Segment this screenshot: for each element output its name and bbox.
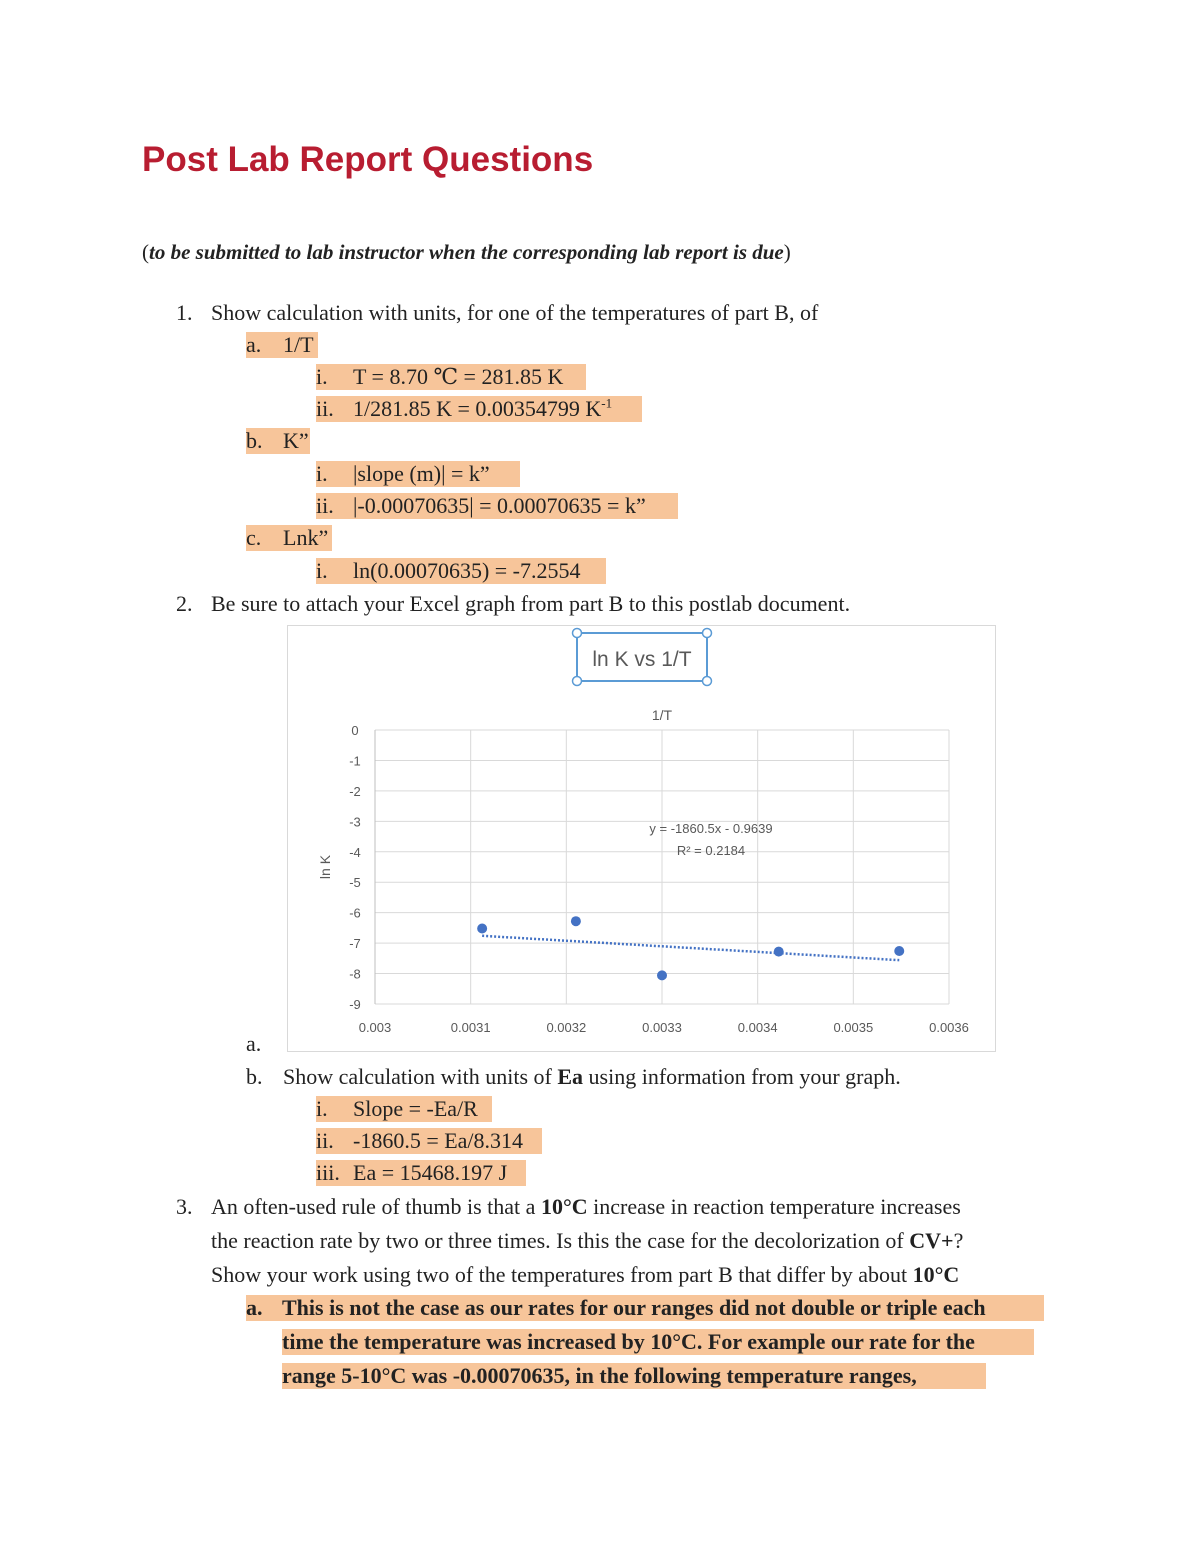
data-point	[571, 916, 581, 926]
question-3-line-2: the reaction rate by two or three times. Is this the case for the decolorization of CV+?	[211, 1228, 964, 1253]
selection-handle-icon	[573, 629, 582, 638]
q1-c-i-item: i. ln(0.00070635) = -7.2554	[316, 558, 606, 584]
chart-title: ln K vs 1/T	[592, 648, 692, 671]
q1-b-ii-item: ii. |-0.00070635| = 0.00070635 = k”	[316, 493, 678, 519]
question-3-line-3: Show your work using two of the temperatures from part B that differ by about 10°C	[211, 1262, 960, 1287]
x-axis-title: 1/T	[651, 707, 673, 723]
chart-frame[interactable]	[287, 625, 996, 1052]
q1-a-item: a. 1/T	[246, 332, 318, 358]
q1-a-ii-item: ii. 1/281.85 K = 0.00354799 $K^{-1}$	[316, 396, 642, 422]
ln-k-chart	[288, 626, 995, 1051]
q3-answer-line-1: This is not the case as our rates for our ranges did not double or triple each	[282, 1295, 1044, 1321]
x-tick-label: 0.0034	[737, 1020, 778, 1035]
data-point	[774, 947, 784, 957]
page-title: Post Lab Report Questions	[142, 140, 594, 179]
y-tick-label: -7	[349, 936, 361, 952]
data-point	[657, 970, 667, 980]
selection-handle-icon	[703, 629, 712, 638]
y-tick-label: -3	[349, 814, 361, 830]
x-tick-label: 0.0032	[546, 1020, 587, 1035]
y-tick-label: -9	[349, 997, 361, 1012]
x-tick-label: 0.0031	[450, 1020, 491, 1035]
y-tick-label: -4	[349, 844, 361, 860]
q3-a-label: a.	[246, 1295, 283, 1321]
y-tick-label: 0	[351, 723, 359, 738]
y-tick-label: -2	[349, 783, 361, 799]
q2-b-ii-item: ii. -1860.5 = Ea/8.314	[316, 1128, 542, 1154]
data-point	[477, 923, 487, 933]
y-tick-label: -8	[349, 966, 361, 982]
q3-answer-line-2: time the temperature was increased by 10°C. For example our rate for the	[282, 1329, 1034, 1355]
x-tick-label: 0.0033	[642, 1020, 682, 1035]
r-squared-label: R² = 0.2184	[676, 843, 746, 858]
question-2-text: Be sure to attach your Excel graph from part B to this postlab document.	[211, 591, 851, 616]
question-2-number: 2.	[176, 591, 193, 616]
question-1-text: Show calculation with units, for one of the temperatures of part B, of	[211, 300, 819, 325]
data-point	[894, 946, 904, 956]
y-tick-label: -5	[349, 875, 361, 891]
q2-b-i-item: i. Slope = -Ea/R	[316, 1096, 492, 1122]
trendline	[482, 936, 899, 960]
question-3-number: 3.	[176, 1194, 193, 1219]
trendline-equation: y = -1860.5x - 0.9639	[649, 821, 773, 836]
q1-b-item: b. K”	[246, 428, 309, 453]
q2-b-iii-item: iii. Ea = 15468.197 J	[316, 1160, 526, 1186]
q1-b-i-item: i. |slope (m)| = k”	[316, 461, 520, 487]
x-tick-label: 0.003	[358, 1020, 392, 1035]
q2-b-item: b. Show calculation with units of Ea using information from your graph.	[246, 1064, 901, 1089]
q1-c-item: c. Lnk”	[246, 525, 332, 551]
x-tick-label: 0.0035	[833, 1020, 874, 1035]
x-tick-label: 0.0036	[929, 1020, 969, 1035]
q3-answer-line-3: range 5-10°C was -0.00070635, in the following temperature ranges,	[282, 1363, 986, 1389]
selection-handle-icon	[573, 677, 582, 686]
y-tick-label: -6	[349, 905, 361, 921]
y-axis-title: ln K	[317, 854, 333, 880]
y-tick-label: -1	[349, 753, 361, 769]
selection-handle-icon	[703, 677, 712, 686]
subtitle: (to be submitted to lab instructor when the corresponding lab report is due)	[142, 240, 791, 264]
q2-a-label: a.	[246, 1031, 262, 1056]
question-3-line-1: An often-used rule of thumb is that a 10°C increase in reaction temperature increases	[211, 1194, 961, 1219]
question-1-number: 1.	[176, 300, 193, 325]
q1-a-i-item: i. T = 8.70 ℃ = 281.85 K	[316, 364, 586, 390]
